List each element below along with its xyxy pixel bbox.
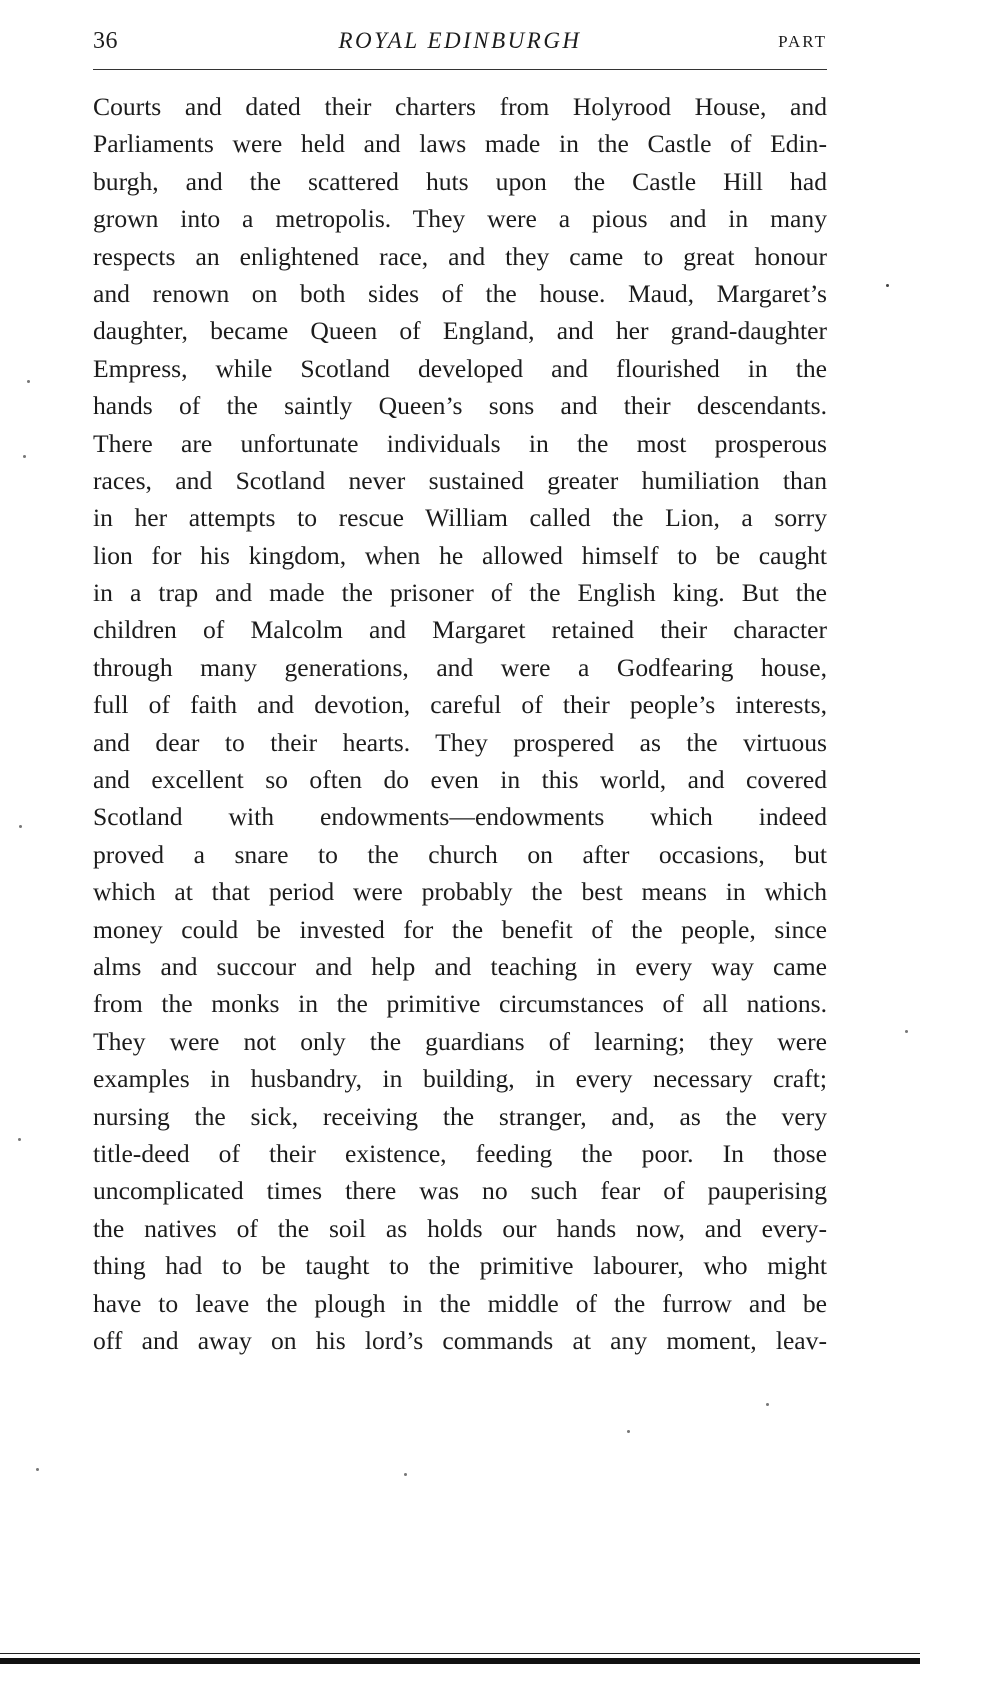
text-line: lion for his kingdom, when he allowed himself to be caught [93,540,827,570]
text-line: and renown on both sides of the house. Maud, Margaret’s [93,278,827,308]
text-line: off and away on his lord’s commands at any moment, leav- [93,1325,827,1355]
text-line: Courts and dated their charters from Holyrood House, and [93,92,827,121]
text-line: nursing the sick, receiving the stranger, and, as the very [93,1101,827,1131]
text-line: They were not only the guardians of learning; they were [93,1026,827,1056]
text-line: uncomplicated times there was no such fear of pauperising [93,1176,827,1206]
text-line: children of Malcolm and Margaret retained their character [93,615,827,645]
text-line: and dear to their hearts. They prospered as the virtuous [93,727,827,757]
text-line: respects an enlightened race, and they came to great honour [93,241,827,271]
text-line: proved a snare to the church on after occasions, but [93,839,827,869]
text-line: Parliaments were held and laws made in the Castle of Edin- [93,129,827,159]
text-line: full of faith and devotion, careful of their people’s interests, [93,690,827,720]
text-line: There are unfortunate individuals in the most prosperous [93,428,827,458]
text-line: the natives of the soil as holds our hands now, and every- [93,1213,827,1243]
text-line: Scotland with endowments—endowments which indeed [93,802,827,832]
text-line: examples in husbandry, in building, in every necessary craft; [93,1064,827,1094]
text-line: in her attempts to rescue William called the Lion, a sorry [93,503,827,533]
running-title: ROYAL EDINBURGH [338,28,582,53]
page-number: 36 [93,28,118,54]
text-line: through many generations, and were a Godfearing house, [93,652,827,682]
body-text [93,88,827,1359]
text-line: have to leave the plough in the middle of the furrow and be [93,1288,827,1318]
scan-speck [905,1030,908,1033]
text-line: burgh, and the scattered huts upon the Castle Hill had [93,166,827,196]
bottom-rule-thick [0,1658,920,1664]
text-line: title-deed of their existence, feeding the poor. In those [93,1138,827,1168]
text-line: grown into a metropolis. They were a pious and in many [93,204,827,234]
scan-speck [23,455,26,458]
text-line: and excellent so often do even in this world, and covered [93,765,827,795]
section-label: PART [778,32,827,51]
text-line: which at that period were probably the best means in which [93,877,827,907]
scan-speck [36,1468,39,1471]
bottom-rule-thin [0,1653,920,1654]
text-line: from the monks in the primitive circumstances of all nations. [93,989,827,1019]
bottom-rule [0,1653,920,1667]
scan-speck [627,1430,630,1433]
text-line: races, and Scotland never sustained greater humiliation than [93,465,827,495]
text-line: hands of the saintly Queen’s sons and their descendants. [93,391,827,421]
scan-speck [886,284,889,287]
text-line: money could be invested for the benefit of the people, since [93,914,827,944]
scan-speck [404,1473,407,1476]
text-line: in a trap and made the prisoner of the English king. But the [93,578,827,608]
text-line: thing had to be taught to the primitive labourer, who might [93,1251,827,1281]
running-header [93,24,827,64]
header-rule [93,69,827,70]
scan-speck [19,825,22,828]
text-line: daughter, became Queen of England, and her grand-daughter [93,316,827,346]
scan-speck [27,380,30,383]
scan-speck [18,1138,21,1141]
text-line: Empress, while Scotland developed and flourished in the [93,353,827,383]
text-line: alms and succour and help and teaching in every way came [93,951,827,981]
scan-speck [766,1403,769,1406]
